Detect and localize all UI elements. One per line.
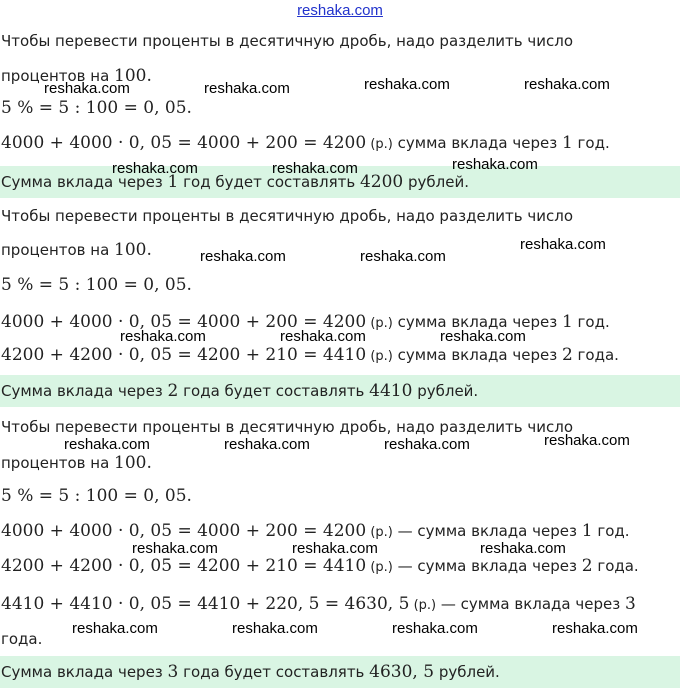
watermark: reshaka.com: [480, 540, 566, 557]
watermark: reshaka.com: [360, 248, 446, 265]
watermark: reshaka.com: [72, 620, 158, 637]
watermark: reshaka.com: [44, 80, 130, 97]
intro-line-1: Чтобы перевести проценты в десятичную дробь, надо разделить число: [1, 418, 574, 436]
calc-line-2: 4200 + 4200 · 0, 05 = 4200 + 210 = 4410 (р.) — сумма вклада через 2 года.: [1, 556, 639, 576]
calc-line-3-end: года.: [1, 630, 43, 648]
watermark: reshaka.com: [232, 620, 318, 637]
answer-text: Сумма вклада через 1 год будет составлять 4200 рублей.: [1, 172, 469, 192]
intro-line-1: Чтобы перевести проценты в десятичную дробь, надо разделить число: [1, 32, 574, 50]
watermark: reshaka.com: [112, 160, 198, 177]
intro-line-2: процентов на 100.: [1, 66, 152, 86]
calc-line-1: 4000 + 4000 · 0, 05 = 4000 + 200 = 4200 (р.) — сумма вклада через 1 год.: [1, 521, 630, 541]
percent-equation: 5 % = 5 : 100 = 0, 05.: [1, 486, 192, 506]
watermark: reshaka.com: [280, 328, 366, 345]
watermark: reshaka.com: [392, 620, 478, 637]
watermark: reshaka.com: [224, 436, 310, 453]
watermark: reshaka.com: [524, 76, 610, 93]
watermark: reshaka.com: [204, 80, 290, 97]
watermark: reshaka.com: [272, 160, 358, 177]
watermark: reshaka.com: [292, 540, 378, 557]
percent-equation: 5 % = 5 : 100 = 0, 05.: [1, 275, 192, 295]
intro-line-2: процентов на 100.: [1, 453, 152, 473]
calc-line-3: 4410 + 4410 · 0, 05 = 4410 + 220, 5 = 4630, 5 (р.) — сумма вклада через 3: [1, 594, 636, 614]
watermark: reshaka.com: [200, 248, 286, 265]
calc-line-1: 4000 + 4000 · 0, 05 = 4000 + 200 = 4200 (р.) сумма вклада через 1 год.: [1, 133, 610, 153]
watermark: reshaka.com: [364, 76, 450, 93]
percent-equation: 5 % = 5 : 100 = 0, 05.: [1, 98, 192, 118]
watermark: reshaka.com: [64, 436, 150, 453]
watermark: reshaka.com: [452, 156, 538, 173]
watermark: reshaka.com: [440, 328, 526, 345]
watermark: reshaka.com: [552, 620, 638, 637]
calc-line-1: 4000 + 4000 · 0, 05 = 4000 + 200 = 4200 (р.) сумма вклада через 1 год.: [1, 312, 610, 332]
watermark: reshaka.com: [384, 436, 470, 453]
watermark: reshaka.com: [132, 540, 218, 557]
watermark: reshaka.com: [520, 236, 606, 253]
watermark: reshaka.com: [544, 432, 630, 449]
answer-text: Сумма вклада через 2 года будет составлять 4410 рублей.: [1, 381, 479, 401]
calc-line-2: 4200 + 4200 · 0, 05 = 4200 + 210 = 4410 (р.) сумма вклада через 2 года.: [1, 345, 619, 365]
intro-line-1: Чтобы перевести проценты в десятичную дробь, надо разделить число: [1, 207, 574, 225]
watermark: reshaka.com: [120, 328, 206, 345]
site-link[interactable]: reshaka.com: [297, 2, 383, 19]
intro-line-2: процентов на 100.: [1, 240, 152, 260]
answer-text: Сумма вклада через 3 года будет составлять 4630, 5 рублей.: [1, 662, 500, 682]
